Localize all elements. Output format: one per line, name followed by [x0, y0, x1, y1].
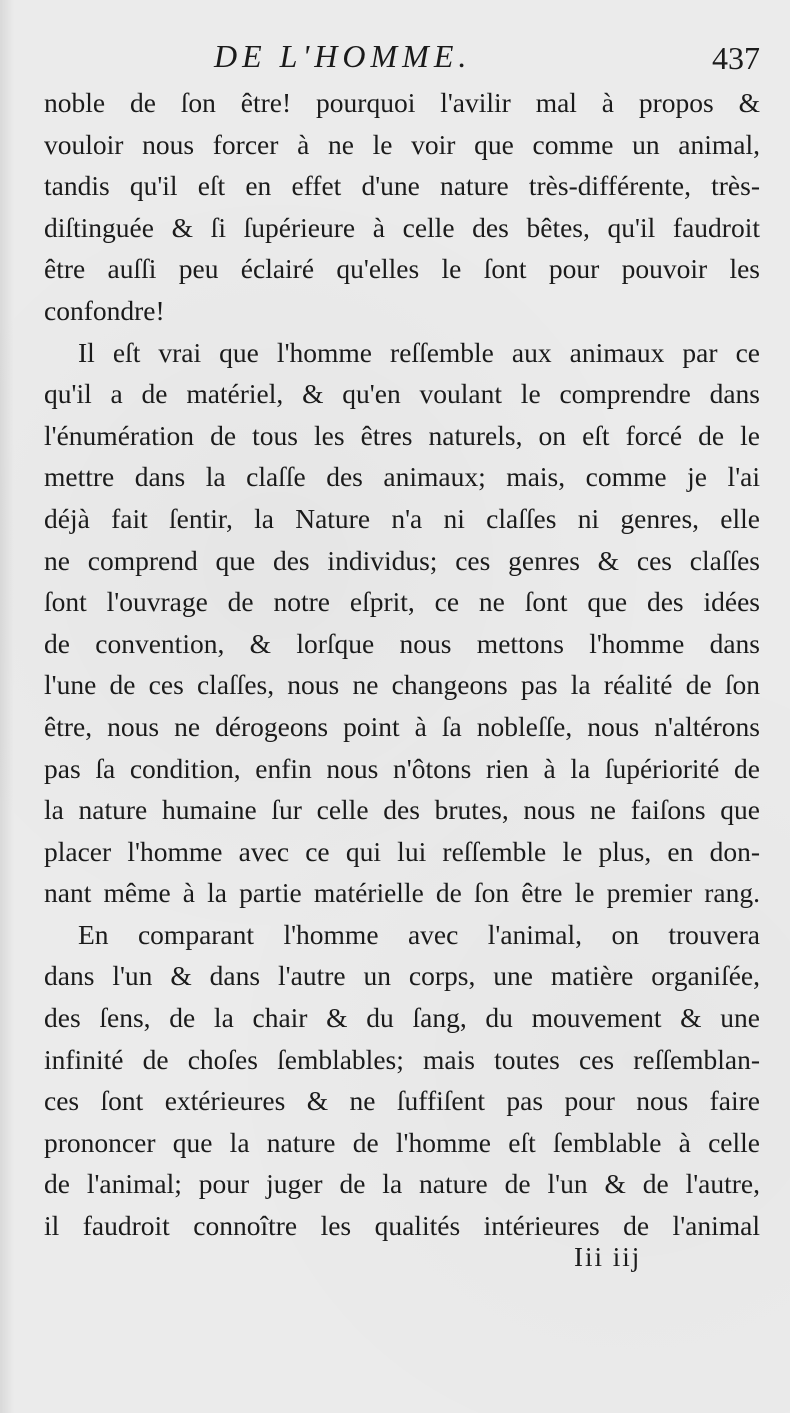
paragraph-start-line: En comparant l'homme avec l'animal, on trouvera [78, 918, 760, 950]
text-body [44, 82, 760, 1247]
text-line: tandis qu'il eſt en effet d'une nature très-différente, très- [44, 170, 760, 202]
text-line: diſtinguée & ſi ſupérieure à celle des bêtes, qu'il faudroit [44, 211, 760, 243]
signature-mark: Iii iij [574, 1242, 642, 1272]
text-line: infinité de choſes ſemblables; mais toutes ces reſſemblan- [44, 1043, 760, 1075]
text-line: de l'animal; pour juger de la nature de l'un & de l'autre, [44, 1168, 760, 1200]
page-header [214, 32, 760, 82]
text-line: l'énumération de tous les êtres naturels, on eſt forcé de le [44, 419, 760, 451]
text-line: qu'il a de matériel, & qu'en voulant le comprendre dans [44, 378, 760, 410]
text-line: mettre dans la claſſe des animaux; mais, comme je l'ai [44, 461, 760, 493]
page-edge-shadow [0, 0, 14, 1413]
text-line: l'une de ces claſſes, nous ne changeons pas la réalité de ſon [44, 669, 760, 701]
text-line: vouloir nous forcer à ne le voir que comme un animal, [44, 128, 760, 160]
text-line: la nature humaine ſur celle des brutes, nous ne faiſons que [44, 794, 760, 826]
text-line: placer l'homme avec ce qui lui reſſemble le plus, en don- [44, 835, 760, 867]
text-line: ces ſont extérieures & ne ſuffiſent pas pour nous faire [44, 1085, 760, 1117]
text-line: de convention, & lorſque nous mettons l'homme dans [44, 627, 760, 659]
text-line: dans l'un & dans l'autre un corps, une matière organiſée, [44, 960, 760, 992]
text-line: pas ſa condition, enfin nous n'ôtons rien à la ſupériorité de [44, 752, 760, 784]
text-line: nant même à la partie matérielle de ſon être le premier rang. [44, 877, 760, 909]
text-line: être auſſi peu éclairé qu'elles le ſont pour pouvoir les [44, 253, 760, 285]
paragraph-start-line: Il eſt vrai que l'homme reſſemble aux animaux par ce [78, 336, 760, 368]
text-line: noble de ſon être! pourquoi l'avilir mal à propos & [44, 87, 760, 118]
text-line: prononcer que la nature de l'homme eſt ſemblable à celle [44, 1126, 760, 1158]
running-head: DE L'HOMME. [214, 38, 472, 74]
text-line: des ſens, de la chair & du ſang, du mouvement & une [44, 1002, 760, 1034]
text-line: déjà fait ſentir, la Nature n'a ni claſſes ni genres, elle [44, 502, 760, 534]
text-line: confondre! [44, 294, 165, 326]
text-line: il faudroit connoître les qualités intérieures de l'animal [44, 1210, 760, 1242]
text-line: ſont l'ouvrage de notre eſprit, ce ne ſont que des idées [44, 586, 760, 618]
page-number: 437 [712, 40, 760, 76]
text-line: ne comprend que des individus; ces genres & ces claſſes [44, 544, 760, 576]
text-line: être, nous ne dérogeons point à ſa nobleſſe, nous n'altérons [44, 710, 760, 742]
